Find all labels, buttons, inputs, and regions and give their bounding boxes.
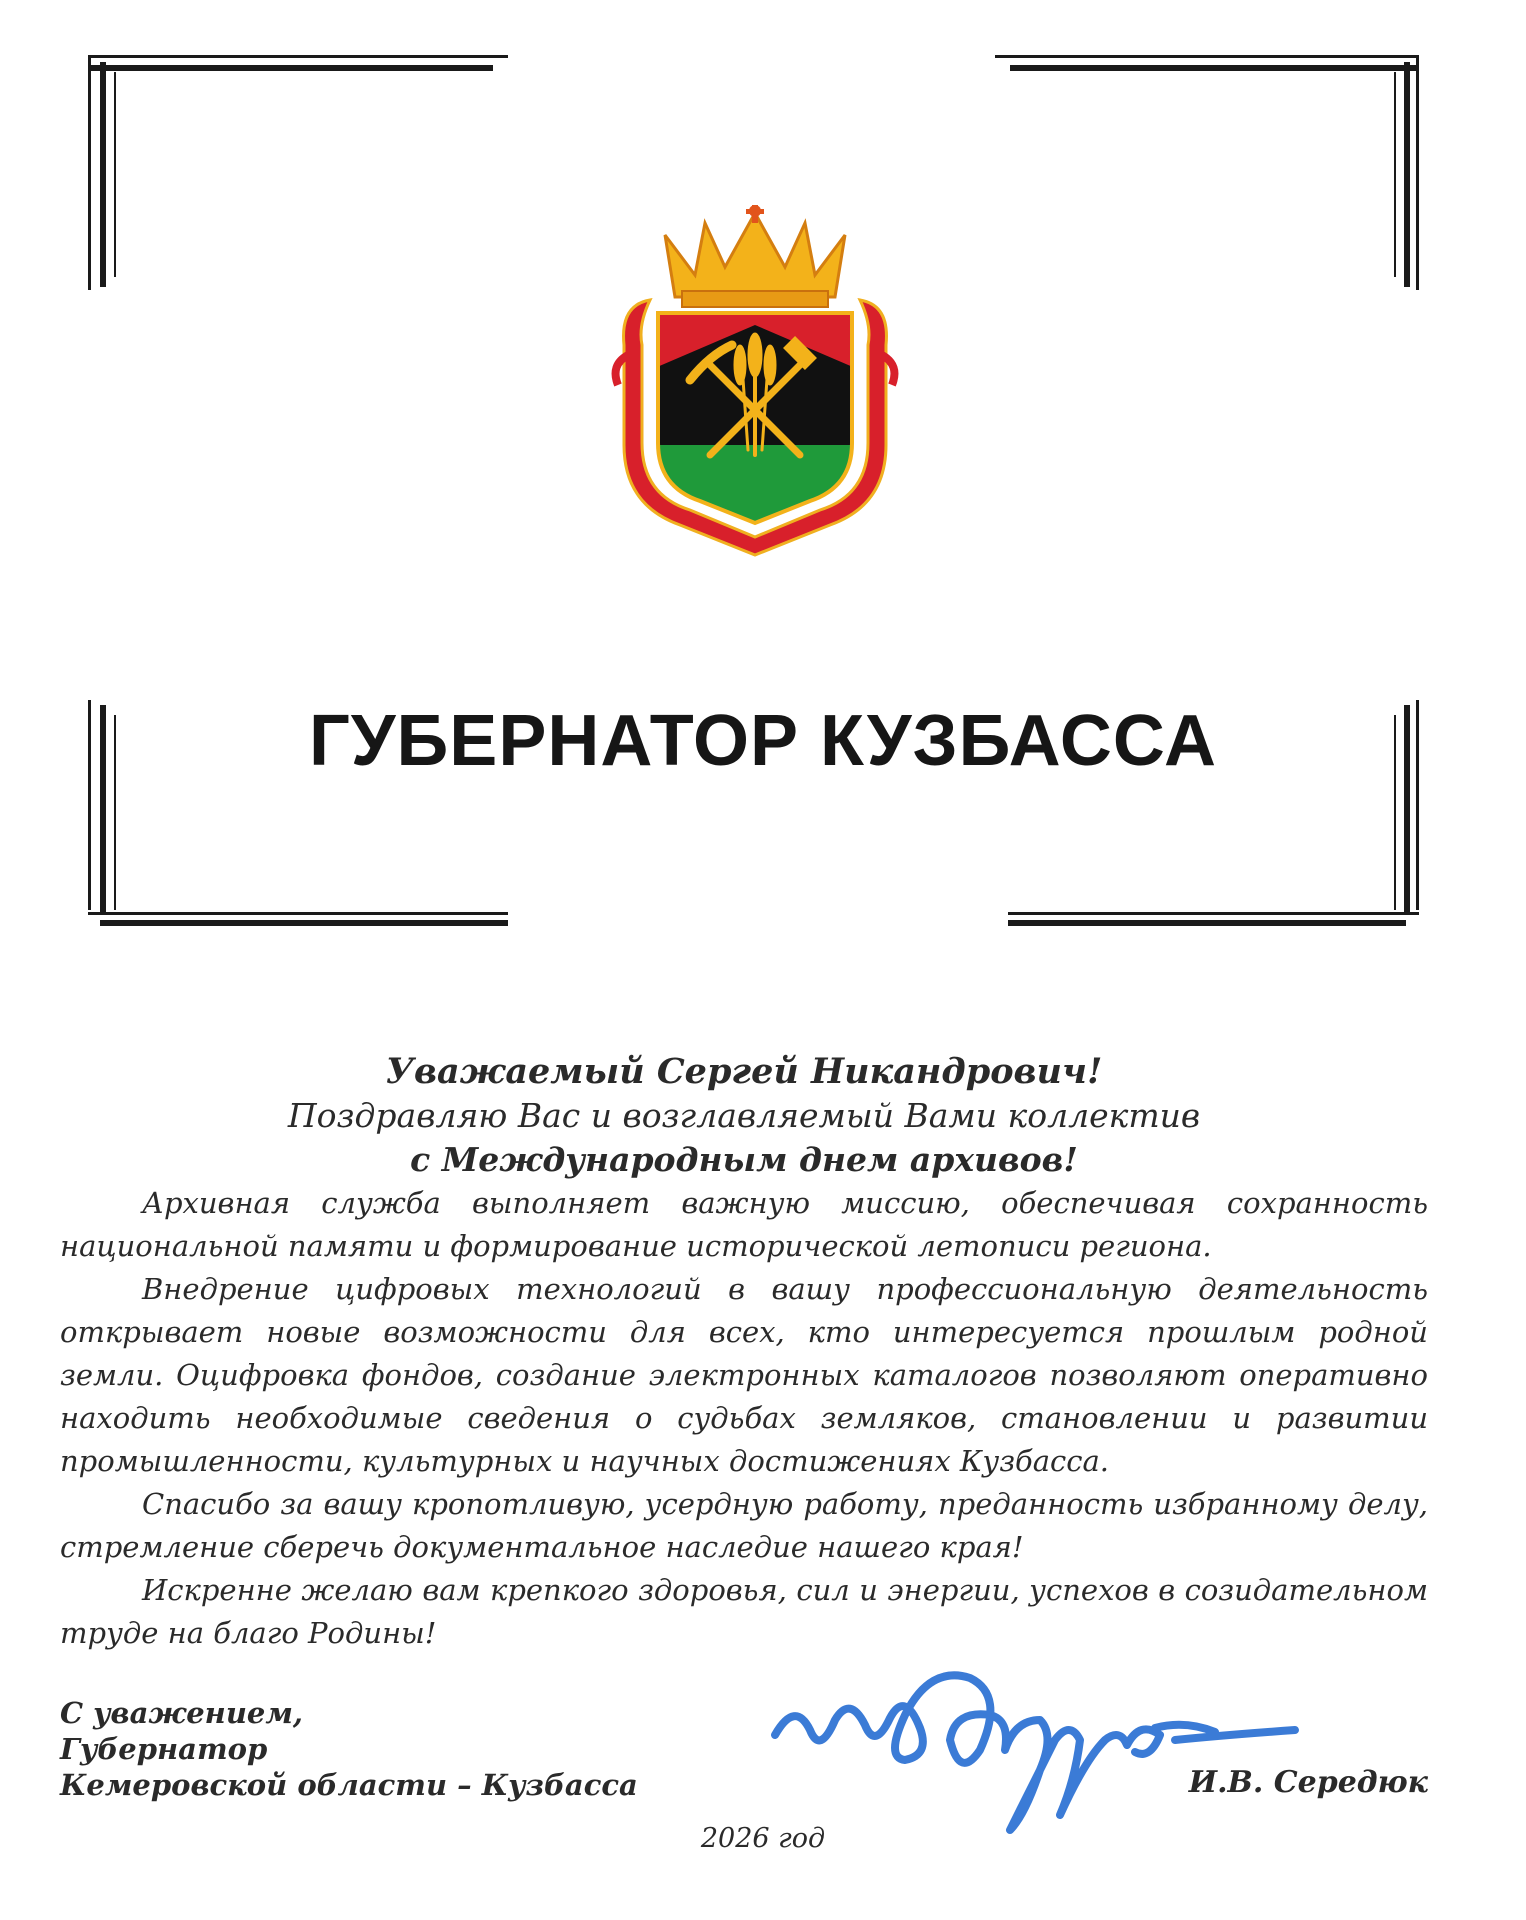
handwritten-signature (755, 1640, 1315, 1840)
coat-of-arms-emblem (610, 205, 900, 560)
letter-paragraph: Спасибо за вашу кропотливую, усердную работу, преданность избранному делу, стремление сберечь документальное наследие нашего края! (60, 1487, 1428, 1564)
letter-congrats-line1: Поздравляю Вас и возглавляемый Вами коллектив (287, 1096, 1201, 1135)
crown-icon (665, 205, 845, 307)
signoff-region: Кемеровской области – Кузбасса (60, 1768, 638, 1802)
letter-paragraph: Архивная служба выполняет важную миссию, обеспечивая сохранность национальной памяти и формирование исторической летописи региона. (60, 1186, 1428, 1263)
signoff-position: Губернатор (60, 1732, 268, 1766)
letter-paragraph: Искренне желаю вам крепкого здоровья, сил и энергии, успехов в созидательном труде на благо Родины! (60, 1573, 1428, 1650)
letter-congrats-line2: с Международным днем архивов! (410, 1140, 1078, 1179)
signoff-block (60, 1695, 638, 1803)
signoff-regards: С уважением, (60, 1696, 304, 1730)
letter-year: 2026 год (700, 1823, 826, 1854)
signer-name: И.В. Середюк (1188, 1765, 1428, 1800)
letter-body (60, 1050, 1428, 1655)
letter-greeting: Уважаемый Сергей Никандрович! (385, 1051, 1103, 1092)
letter-paragraph: Внедрение цифровых технологий в вашу профессиональную деятельность открывает новые возможности для всех, кто интересуется прошлым родной земли. Оцифровка фондов, создание электронных каталогов позволяют оперативно находить необходимые сведения о судьбах земляков, становлении и развитии промышленности, культурных и научных достижениях Кузбасса. (60, 1272, 1428, 1478)
page-title: ГУБЕРНАТОР КУЗБАССА (308, 701, 1218, 781)
